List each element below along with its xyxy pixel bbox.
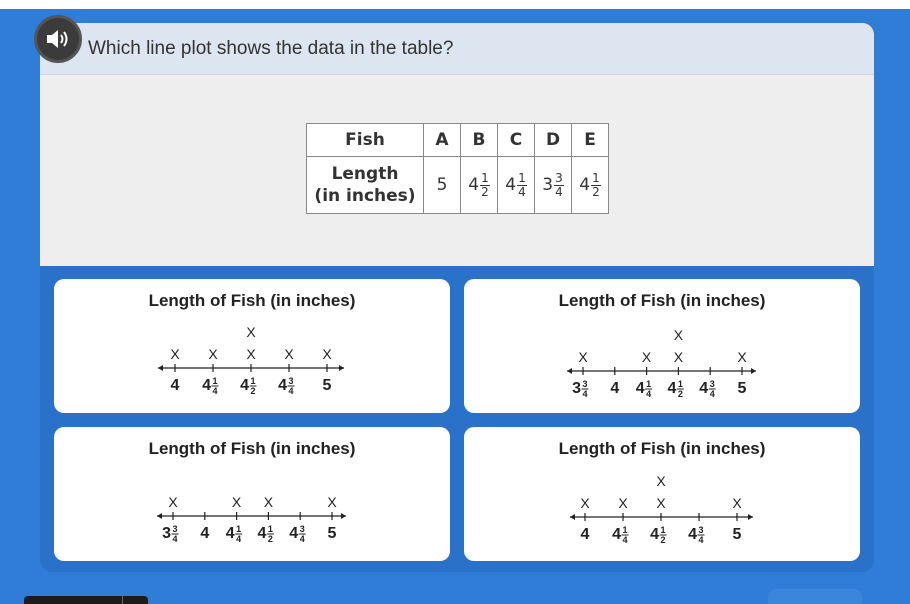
fraction [554,172,564,199]
table-cell-length-d [535,157,572,214]
tick-label [162,524,178,544]
tick-label-denominator: 4 [288,386,294,396]
table-cell-length-a [424,157,461,214]
tick-label-denominator: 4 [236,534,242,544]
tick-label [650,525,666,545]
table-header-b: B [461,124,498,157]
table-cell-length-b [461,157,498,214]
tick-label-numerator: 1 [236,524,242,534]
table-header-e: E [572,124,609,157]
data-mark: X [580,495,590,511]
table-header-a: A [424,124,461,157]
tick-label-numerator: 1 [267,524,273,534]
tick-label-denominator: 4 [709,389,715,399]
data-mark: X [732,495,742,511]
tick-label-numerator: 3 [288,376,294,386]
line-plot-title: Length of Fish (in inches) [148,439,356,458]
data-mark: X [246,324,256,340]
numerator: 1 [518,170,526,185]
data-mark: X [322,346,332,362]
tick-label-numerator: 1 [660,525,666,535]
numerator: 1 [481,170,489,185]
right-arrow-icon [751,368,756,374]
right-arrow-icon [339,365,344,371]
question-card [40,23,874,266]
data-mark: X [656,495,666,511]
tick-label-denominator: 4 [698,535,704,545]
line-plot [54,279,450,413]
data-mark: X [618,495,628,511]
table-header-d: D [535,124,572,157]
fraction [517,172,527,199]
tick-label-denominator: 4 [172,534,178,544]
tick-label-numerator: 3 [709,379,715,389]
data-mark: X [170,346,180,362]
tick-label-whole: 5 [737,380,747,397]
mixed-number [542,172,563,199]
tick-label-whole: 4 [610,380,620,397]
data-mark: X [284,346,294,362]
tick-label-numerator: 3 [172,524,178,534]
tick-label-denominator: 2 [677,389,683,399]
denominator: 4 [518,184,526,199]
answer-option-1[interactable] [54,279,450,413]
line-plot [464,427,860,561]
data-mark: X [578,349,588,365]
tick-label-whole: 4 [225,525,235,542]
line-plot [464,279,860,413]
data-mark: X [208,346,218,362]
tick-label-whole: 4 [170,377,180,394]
tick-label-whole: 4 [289,525,299,542]
data-mark: X [641,349,652,365]
tick-label [699,379,715,399]
tick-label [202,376,218,396]
mixed-number [579,172,600,199]
toolbar-divider [122,596,123,604]
tick-label [257,524,273,544]
question-header [40,23,874,75]
tick-label [667,379,683,399]
tick-label [278,376,294,396]
mixed-number [468,172,489,199]
answer-option-3[interactable] [54,427,450,561]
tick-label [610,380,619,397]
row-label-line1: Length [331,164,399,184]
fraction [480,172,490,199]
tick-label-whole: 3 [162,525,171,542]
tick-label-whole: 4 [612,526,621,543]
tick-label-numerator: 3 [582,379,588,389]
tick-label-whole: 4 [699,380,709,397]
top-strip [0,0,910,9]
tick-label-whole: 5 [327,525,337,542]
tick-label [323,377,332,394]
tick-label-numerator: 1 [212,376,218,386]
data-mark: X [263,494,274,510]
data-mark: X [673,349,684,365]
mixed-number [505,172,526,199]
table-row-label [307,157,424,214]
table-cell-length-e [572,157,609,214]
bottom-toolbar-button[interactable] [24,596,148,604]
whole-part: 5 [436,175,448,195]
tick-label-whole: 4 [278,377,287,394]
tick-label-whole: 4 [240,377,249,394]
data-mark: X [168,494,178,510]
line-plot-title: Length of Fish (in inches) [148,291,356,310]
tick-label-numerator: 3 [698,525,704,535]
table-header-row [307,124,609,157]
tick-label-denominator: 4 [646,389,652,399]
question-text: Which line plot shows the data in the table? [88,38,454,59]
tick-label [581,526,590,543]
table-header-fish: Fish [307,124,424,157]
left-arrow-icon [157,513,162,519]
denominator: 2 [592,184,600,199]
data-mark: X [673,327,684,343]
tick-label-whole: 4 [200,525,210,542]
tick-label [171,377,180,394]
fraction [591,172,601,199]
line-plot-title: Length of Fish (in inches) [558,439,766,458]
denominator: 2 [481,184,489,199]
line-plot-title: Length of Fish (in inches) [558,291,766,310]
tick-label [612,525,628,545]
numerator: 3 [555,170,563,185]
tick-label [636,379,652,399]
tick-label-whole: 3 [572,380,581,397]
tick-label-numerator: 1 [646,379,652,389]
tick-label-numerator: 1 [677,379,683,389]
tick-label-denominator: 2 [267,534,273,544]
tick-label-numerator: 1 [622,525,628,535]
answer-option-2[interactable] [464,279,860,413]
audio-button[interactable] [34,15,82,63]
left-arrow-icon [158,365,163,371]
tick-label [328,525,337,542]
tick-label-denominator: 4 [299,534,305,544]
tick-label-numerator: 1 [250,376,256,386]
tick-label-whole: 4 [688,526,697,543]
fish-length-table [306,123,609,214]
tick-label [688,525,704,545]
table-length-row [307,157,609,214]
tick-label-whole: 4 [580,526,590,543]
tick-label-whole: 5 [732,526,742,543]
data-mark: X [737,349,747,365]
data-mark: X [246,346,256,362]
tick-label-denominator: 2 [250,386,256,396]
tick-label-denominator: 4 [212,386,218,396]
tick-label-denominator: 4 [622,535,628,545]
whole-part: 3 [542,175,554,195]
speaker-icon [45,28,71,50]
data-mark: X [327,494,337,510]
whole-part: 4 [579,175,591,195]
left-arrow-icon [570,514,575,520]
tick-label-whole: 4 [257,525,267,542]
whole-part: 4 [468,175,480,195]
tick-label [226,524,242,544]
whole-part: 4 [505,175,517,195]
tick-label [289,524,305,544]
tick-label [200,525,209,542]
data-mark: X [231,494,242,510]
line-plot [54,427,450,561]
tick-label-whole: 4 [667,380,677,397]
row-label-line2: (in inches) [314,186,416,206]
table-header-c: C [498,124,535,157]
data-mark: X [656,473,666,489]
tick-label [738,380,747,397]
denominator: 4 [555,184,563,199]
bottom-submit-button[interactable] [768,589,862,604]
tick-label-whole: 4 [650,526,659,543]
mixed-number [437,175,448,195]
right-arrow-icon [341,513,346,519]
tick-label [572,379,588,399]
tick-label-denominator: 2 [660,535,666,545]
tick-label [733,526,742,543]
tick-label-whole: 4 [202,377,211,394]
left-arrow-icon [567,368,572,374]
table-cell-length-c [498,157,535,214]
tick-label [240,376,256,396]
tick-label-whole: 5 [322,377,332,394]
tick-label-numerator: 3 [299,524,305,534]
tick-label-denominator: 4 [582,389,588,399]
numerator: 1 [592,170,600,185]
answer-option-4[interactable] [464,427,860,561]
tick-label-whole: 4 [635,380,645,397]
right-arrow-icon [748,514,753,520]
